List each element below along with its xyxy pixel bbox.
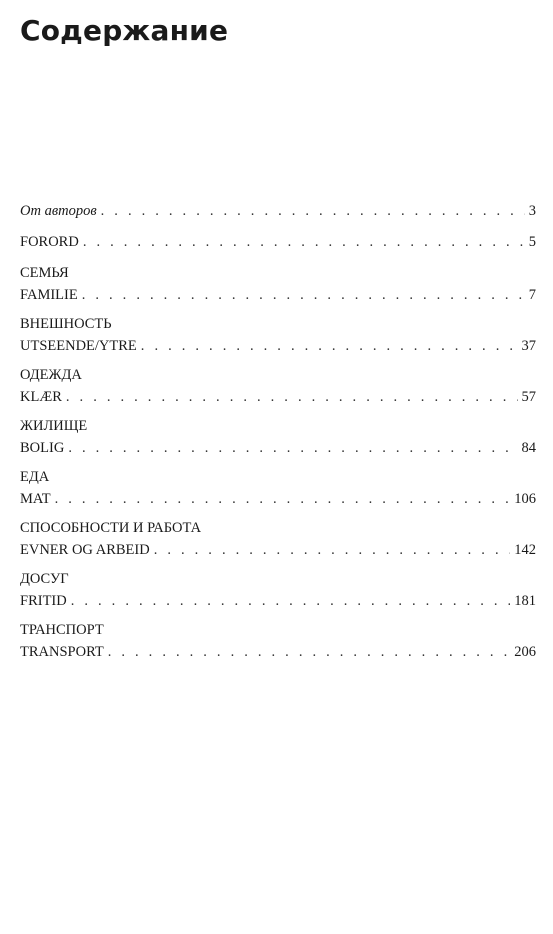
toc-entry[interactable] — [20, 231, 536, 253]
toc-page-number: 5 — [528, 234, 536, 250]
table-of-contents — [20, 200, 536, 670]
toc-page-number: 106 — [514, 491, 536, 507]
toc-section-title-ru: ЖИЛИЩЕ — [20, 418, 88, 434]
toc-row — [20, 200, 536, 222]
dot-leader — [154, 539, 511, 561]
toc-page-number: 84 — [521, 440, 536, 456]
toc-section-title-ru: ОДЕЖДА — [20, 367, 82, 383]
dot-leader — [101, 200, 525, 222]
toc-section-title-ru: СПОСОБНОСТИ И РАБОТА — [20, 520, 202, 536]
dot-leader — [141, 335, 518, 357]
toc-row — [20, 284, 536, 306]
toc-entry[interactable] — [20, 517, 536, 561]
toc-entry[interactable] — [20, 466, 536, 510]
toc-row — [20, 335, 536, 357]
dot-leader — [108, 641, 511, 663]
toc-row — [20, 590, 536, 612]
toc-section-title: От авторов — [20, 203, 97, 219]
toc-section-title-ru: ЕДА — [20, 469, 50, 485]
dot-leader — [68, 437, 517, 459]
toc-entry[interactable] — [20, 200, 536, 222]
toc-page-number: 57 — [521, 389, 536, 405]
toc-page-number: 181 — [514, 593, 536, 609]
dot-leader — [71, 590, 511, 612]
toc-row — [20, 641, 536, 663]
toc-section-title: BOLIG — [20, 440, 65, 456]
toc-entry[interactable] — [20, 568, 536, 612]
toc-entry[interactable] — [20, 364, 536, 408]
toc-section-title: FAMILIE — [20, 287, 78, 303]
toc-page-number: 142 — [514, 542, 536, 558]
toc-row — [20, 539, 536, 561]
toc-entry[interactable] — [20, 262, 536, 306]
dot-leader — [55, 488, 511, 510]
toc-row — [20, 437, 536, 459]
toc-section-title: KLÆR — [20, 389, 62, 405]
toc-section-title-ru: ДОСУГ — [20, 571, 69, 587]
toc-section-title-ru: ВНЕШНОСТЬ — [20, 316, 112, 332]
toc-row — [20, 386, 536, 408]
toc-section-title: EVNER OG ARBEID — [20, 542, 150, 558]
toc-entry[interactable] — [20, 619, 536, 663]
toc-section-title: UTSEENDE/YTRE — [20, 338, 137, 354]
toc-section-title: FRITID — [20, 593, 67, 609]
toc-section-title: FORORD — [20, 234, 79, 250]
toc-entry[interactable] — [20, 313, 536, 357]
toc-page-number: 206 — [514, 644, 536, 660]
toc-page-number: 3 — [528, 203, 536, 219]
dot-leader — [82, 284, 525, 306]
toc-page-number: 7 — [528, 287, 536, 303]
toc-row — [20, 488, 536, 510]
toc-section-title: TRANSPORT — [20, 644, 104, 660]
toc-page-number: 37 — [521, 338, 536, 354]
page-title: Содержание — [20, 14, 229, 47]
toc-row — [20, 231, 536, 253]
toc-section-title: MAT — [20, 491, 51, 507]
dot-leader — [83, 231, 525, 253]
toc-entry[interactable] — [20, 415, 536, 459]
dot-leader — [66, 386, 518, 408]
toc-section-title-ru: СЕМЬЯ — [20, 265, 69, 281]
toc-section-title-ru: ТРАНСПОРТ — [20, 622, 104, 638]
